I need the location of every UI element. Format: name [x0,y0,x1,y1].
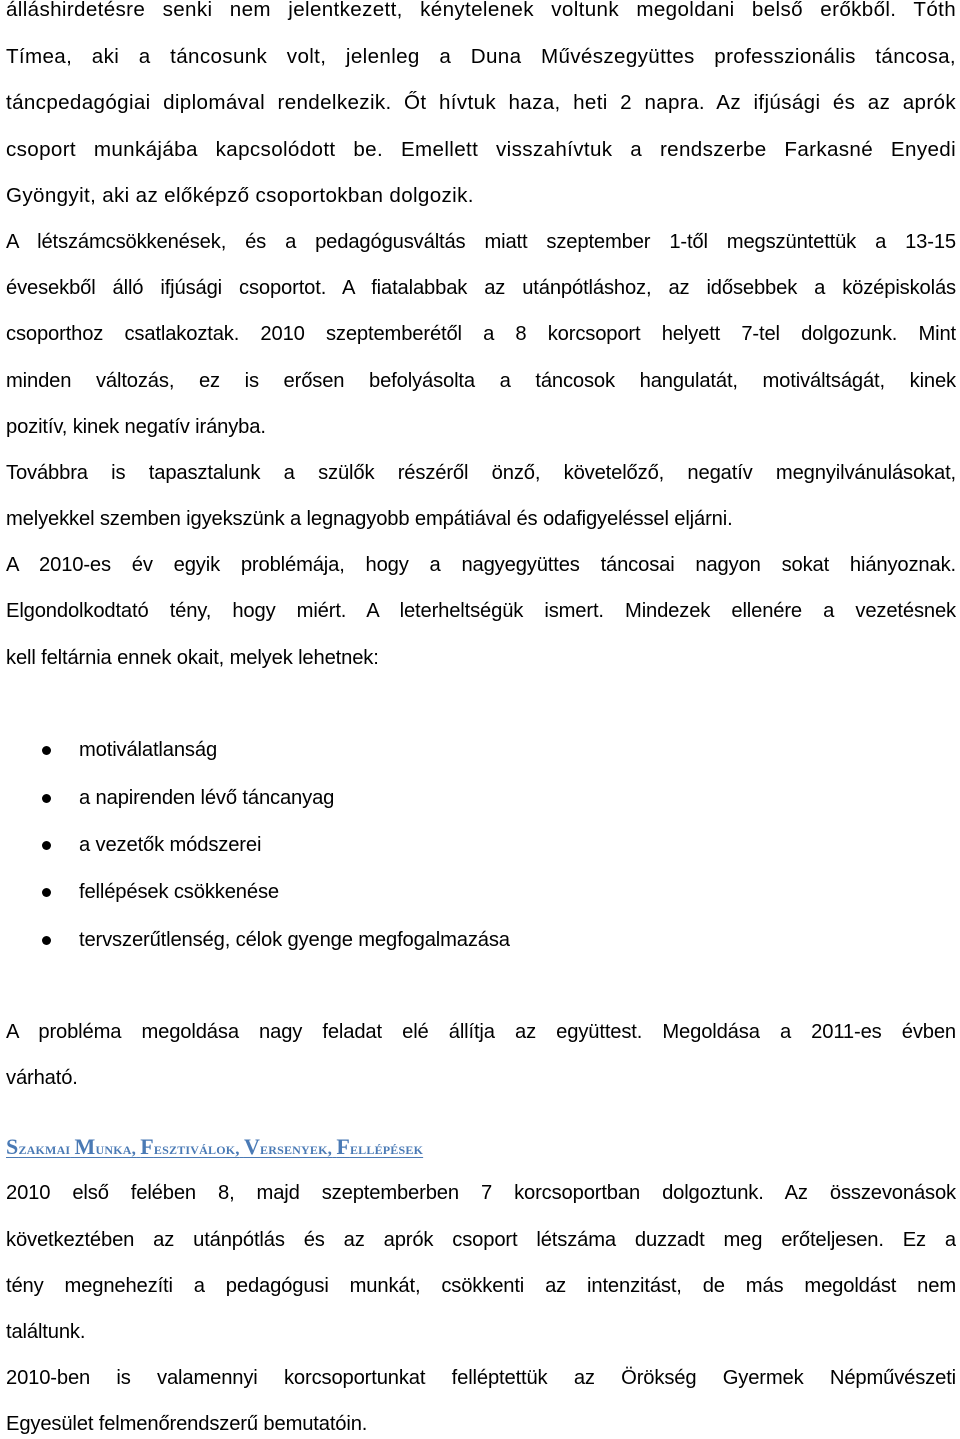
text-line: A 2010-es év egyik problémája, hogy a nagyegyüttes táncosai nagyon sokat hiányoznak. [6,554,956,576]
section-heading: Szakmai Munka, Fesztiválok, Versenyek, Fellépések [6,1134,424,1159]
list-item-text: motiválatlanság [79,739,218,761]
list-item-text: tervszerűtlenség, célok gyenge megfogalmazása [79,929,510,951]
text-line: pozitív, kinek negatív irányba. [6,416,266,438]
text-line: tény megnehezíti a pedagógusi munkát, csökkenti az intenzitást, de más megoldást nem [6,1275,956,1297]
text-line: Elgondolkodtató tény, hogy miért. A leterheltségük ismert. Mindezek ellenére a vezetésnek [6,600,956,622]
list-item-text: fellépések csökkenése [79,881,279,903]
text-line: melyekkel szemben igyekszünk a legnagyobb empátiával és odafigyeléssel eljárni. [6,508,733,530]
text-line: találtunk. [6,1321,86,1343]
text-line: csoport munkájába kapcsolódott be. Emellett visszahívtuk a rendszerbe Farkasné Enyedi [6,138,956,161]
text-line: Továbbra is tapasztalunk a szülők részéről önző, követelőző, negatív megnyilvánulásokat, [6,462,956,484]
text-line: táncpedagógiai diplomával rendelkezik. Őt hívtuk haza, heti 2 napra. Az ifjúsági és az aprók [6,91,956,114]
bullet-icon [42,888,51,897]
bullet-icon [42,746,51,755]
bullet-icon [42,841,51,850]
text-line: Egyesület felmenőrendszerű bemutatóin. [6,1413,368,1435]
text-line: Tímea, aki a táncosunk volt, jelenleg a Duna Művészegyüttes professzionális táncosa, [6,45,956,68]
text-line: A létszámcsökkenések, és a pedagógusváltás miatt szeptember 1-től megszüntettük a 13-15 [6,231,956,253]
text-line: 2010 első felében 8, majd szeptemberben 7 korcsoportban dolgoztunk. Az összevonások [6,1182,956,1204]
text-line: következtében az utánpótlás és az aprók csoport létszáma duzzadt meg erőteljesen. Ez a [6,1229,956,1251]
bullet-icon [42,936,51,945]
list-item-text: a vezetők módszerei [79,834,262,856]
text-line: várható. [6,1067,78,1089]
text-line: 2010-ben is valamennyi korcsoportunkat felléptettük az Örökség Gyermek Népművészeti [6,1367,956,1389]
bullet-icon [42,794,51,803]
text-line: Gyöngyit, aki az előképző csoportokban dolgozik. [6,184,474,207]
text-line: minden változás, ez is erősen befolyásolta a táncosok hangulatát, motiváltságát, kinek [6,370,956,392]
text-line: kell feltárnia ennek okait, melyek lehetnek: [6,647,379,669]
text-line: csoporthoz csatlakoztak. 2010 szeptemberétől a 8 korcsoport helyett 7-tel dolgozunk. Mint [6,323,956,345]
list-item-text: a napirenden lévő táncanyag [79,787,335,809]
text-line: álláshirdetésre senki nem jelentkezett, kénytelenek voltunk megoldani belső erőkből. Tóth [6,0,956,21]
text-line: A probléma megoldása nagy feladat elé állítja az együttest. Megoldása a 2011-es évben [6,1021,956,1043]
text-line: évesekből álló ifjúsági csoportot. A fiatalabbak az utánpótláshoz, az idősebbek a középiskolás [6,277,956,299]
